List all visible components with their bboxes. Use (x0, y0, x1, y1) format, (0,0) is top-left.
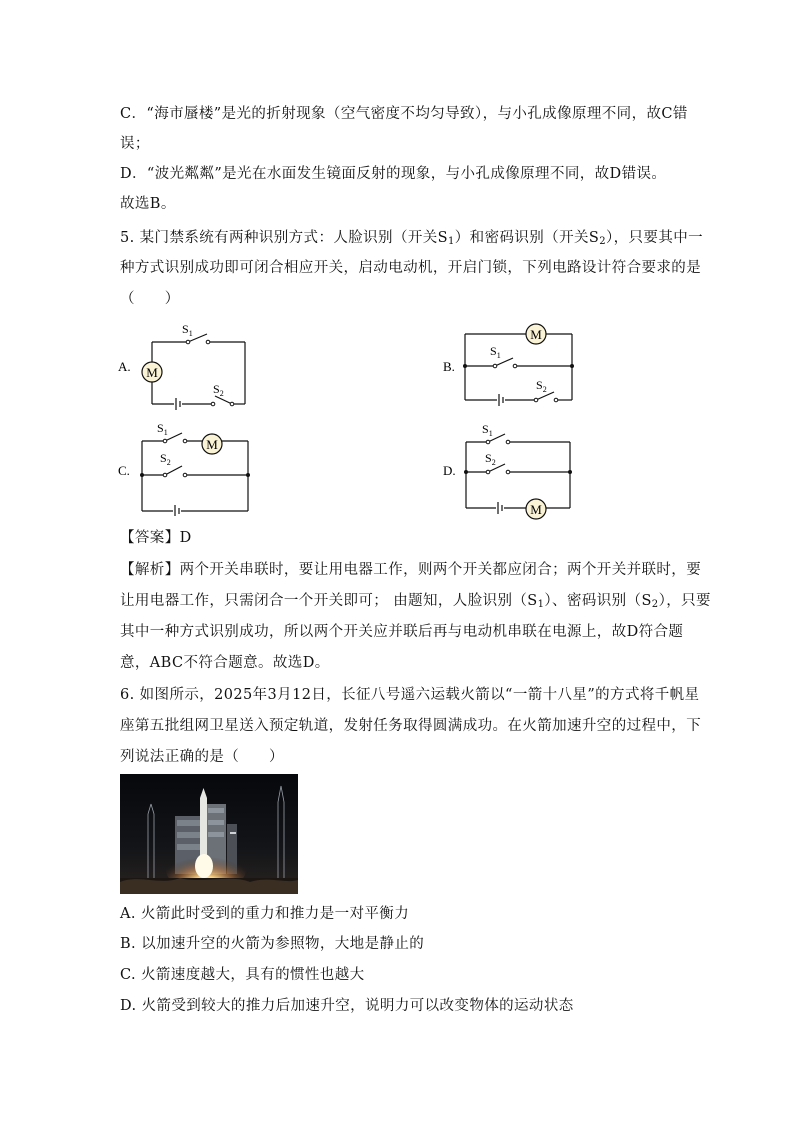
circuit-option-a (115, 320, 255, 412)
question-6-line-2: 座第五批组网卫星送入预定轨道，发射任务取得圆满成功。在火箭加速升空的过程中，下 (120, 718, 702, 734)
option-d-label: D. (443, 463, 456, 478)
svg-text:M: M (530, 502, 542, 517)
switch-s2-label: $S_2$ (213, 382, 224, 398)
rocket-launch-photo (120, 774, 298, 894)
line-c-explanation: C．“海市蜃楼”是光的折射现象（空气密度不均匀导致），与小孔成像原理不同，故C错 (120, 106, 688, 122)
analysis-line-4: 意，ABC不符合题意。故选D。 (120, 655, 330, 671)
option-a-label: A. (118, 359, 131, 374)
circuit-option-b (440, 322, 580, 408)
line-choose-b: 故选B。 (120, 196, 176, 212)
circuit-option-c (115, 420, 255, 516)
circuit-option-d (440, 420, 580, 524)
svg-text:M: M (206, 437, 218, 452)
question-5-line-1: 5. 某门禁系统有两种识别方式：人脸识别（开关$S_1$）和密码识别（开关$S_2$），只要其中一 (120, 230, 704, 247)
option-6d: D. 火箭受到较大的推力后加速升空，说明力可以改变物体的运动状态 (120, 998, 574, 1014)
analysis-line-3: 其中一种方式识别成功，所以两个开关应并联后再与电动机串联在电源上，故D符合题 (120, 624, 684, 640)
question-6-line-3: 列说法正确的是（ ） (120, 749, 284, 765)
analysis-line-1: 【解析】两个开关串联时，要让用电器工作，则两个开关都应闭合；两个开关并联时，要 (120, 562, 702, 578)
option-6a: A. 火箭此时受到的重力和推力是一对平衡力 (120, 906, 410, 922)
switch-s1-label: $S_1$ (490, 344, 501, 360)
question-5-line-2: 种方式识别成功即可闭合相应开关，启动电动机，开启门锁，下列电路设计符合要求的是 (120, 260, 702, 276)
analysis-line-2: 让用电器工作，只需闭合一个开关即可； 由题知，人脸识别$(S_1)$、密码识别$(S_2)$，只要 (120, 593, 711, 610)
svg-text:M: M (146, 365, 158, 380)
question-5-blank: （ ） (120, 291, 180, 307)
line-d-explanation: D．“波光粼粼”是光在水面发生镜面反射的现象，与小孔成像原理不同，故D错误。 (120, 166, 667, 182)
switch-s2-label: $S_2$ (536, 378, 547, 394)
question-6-line-1: 6. 如图所示，2025年3月12日，长征八号遥六运载火箭以“一箭十八星”的方式将千帆星 (120, 687, 700, 703)
switch-s1-label: $S_1$ (182, 322, 193, 338)
line-c-continued: 误； (120, 136, 150, 152)
option-6b: B. 以加速升空的火箭为参照物，大地是静止的 (120, 936, 425, 952)
switch-s2-label: $S_2$ (485, 451, 496, 467)
answer-line: 【答案】D (120, 530, 192, 546)
option-c-label: C. (118, 463, 130, 478)
switch-s1-label: $S_1$ (482, 422, 493, 438)
option-b-label: B. (443, 359, 455, 374)
svg-text:M: M (530, 327, 542, 342)
switch-s1-label: $S_1$ (157, 421, 168, 437)
option-6c: C. 火箭速度越大，具有的惯性也越大 (120, 967, 365, 983)
switch-s2-label: $S_2$ (160, 451, 171, 467)
